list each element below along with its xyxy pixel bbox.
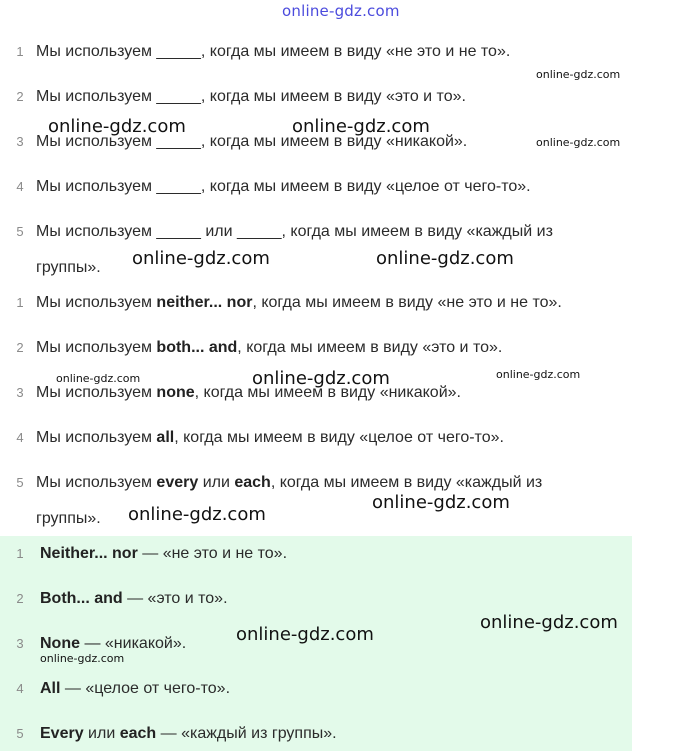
- item-number: 5: [16, 726, 24, 741]
- item-text: Мы используем all, когда мы имеем в виду «целое от чего-то».: [36, 429, 504, 446]
- item-text: Every или each — «каждый из группы».: [40, 725, 337, 742]
- answer-keyword: all: [156, 429, 175, 446]
- watermark: online-gdz.com: [40, 652, 125, 665]
- item-number: 1: [16, 546, 24, 561]
- answer-keyword: Neither... nor: [40, 545, 138, 562]
- item-text: Мы используем both... and, когда мы имеем в виду «это и то».: [36, 339, 503, 356]
- item-number: 5: [16, 224, 24, 239]
- site-logo: online-gdz.com: [282, 2, 400, 20]
- item-number: 4: [16, 179, 24, 194]
- answer-keyword: every: [156, 474, 199, 491]
- item-text: None — «никакой».: [40, 635, 187, 652]
- item-text: All — «целое от чего-то».: [40, 680, 231, 697]
- answer-keyword: both... and: [156, 339, 238, 356]
- item-number: 4: [16, 681, 24, 696]
- answer-keyword: none: [156, 384, 195, 401]
- answer-keyword: each: [234, 474, 271, 491]
- answer-keyword: All: [40, 680, 61, 697]
- watermark: online-gdz.com: [128, 504, 266, 525]
- watermark: online-gdz.com: [536, 68, 621, 81]
- item-text: Мы используем _____, когда мы имеем в виду «это и то».: [36, 88, 466, 105]
- item-number: 5: [16, 475, 24, 490]
- watermark: online-gdz.com: [372, 492, 510, 513]
- item-number: 1: [16, 295, 24, 310]
- item-number: 2: [16, 591, 24, 606]
- item-text: группы».: [36, 259, 101, 276]
- watermark: online-gdz.com: [496, 368, 581, 381]
- item-number: 2: [16, 340, 24, 355]
- watermark: online-gdz.com: [236, 624, 374, 645]
- item-text: Мы используем _____ или _____, когда мы имеем в виду «каждый из: [36, 223, 553, 240]
- item-text: Мы используем _____, когда мы имеем в виду «никакой».: [36, 133, 468, 150]
- item-number: 3: [16, 636, 24, 651]
- item-text: Мы используем _____, когда мы имеем в виду «не это и не то».: [36, 43, 511, 60]
- item-text: группы».: [36, 510, 101, 527]
- answer-keyword: each: [119, 725, 157, 742]
- item-text: Мы используем neither... nor, когда мы имеем в виду «не это и не то».: [36, 294, 562, 311]
- item-text: Мы используем every или each, когда мы имеем в виду «каждый из: [36, 474, 543, 491]
- watermark: online-gdz.com: [376, 248, 514, 269]
- watermark: online-gdz.com: [292, 116, 430, 137]
- item-number: 2: [16, 89, 24, 104]
- item-text: Both... and — «это и то».: [40, 590, 228, 607]
- item-text: Neither... nor — «не это и не то».: [40, 545, 288, 562]
- item-text: Мы используем none, когда мы имеем в виду «никакой».: [36, 384, 461, 401]
- answer-keyword: neither... nor: [156, 294, 253, 311]
- item-number: 1: [16, 44, 24, 59]
- watermark: online-gdz.com: [48, 116, 186, 137]
- answer-keyword: None: [40, 635, 80, 652]
- watermark: online-gdz.com: [132, 248, 270, 269]
- answer-keyword: Every: [40, 725, 84, 742]
- item-number: 3: [16, 134, 24, 149]
- watermark: online-gdz.com: [56, 372, 141, 385]
- item-number: 4: [16, 430, 24, 445]
- watermark: online-gdz.com: [252, 368, 390, 389]
- watermark: online-gdz.com: [480, 612, 618, 633]
- watermark: online-gdz.com: [536, 136, 621, 149]
- item-text: Мы используем _____, когда мы имеем в виду «целое от чего-то».: [36, 178, 531, 195]
- answer-keyword: Both... and: [40, 590, 123, 607]
- item-number: 3: [16, 385, 24, 400]
